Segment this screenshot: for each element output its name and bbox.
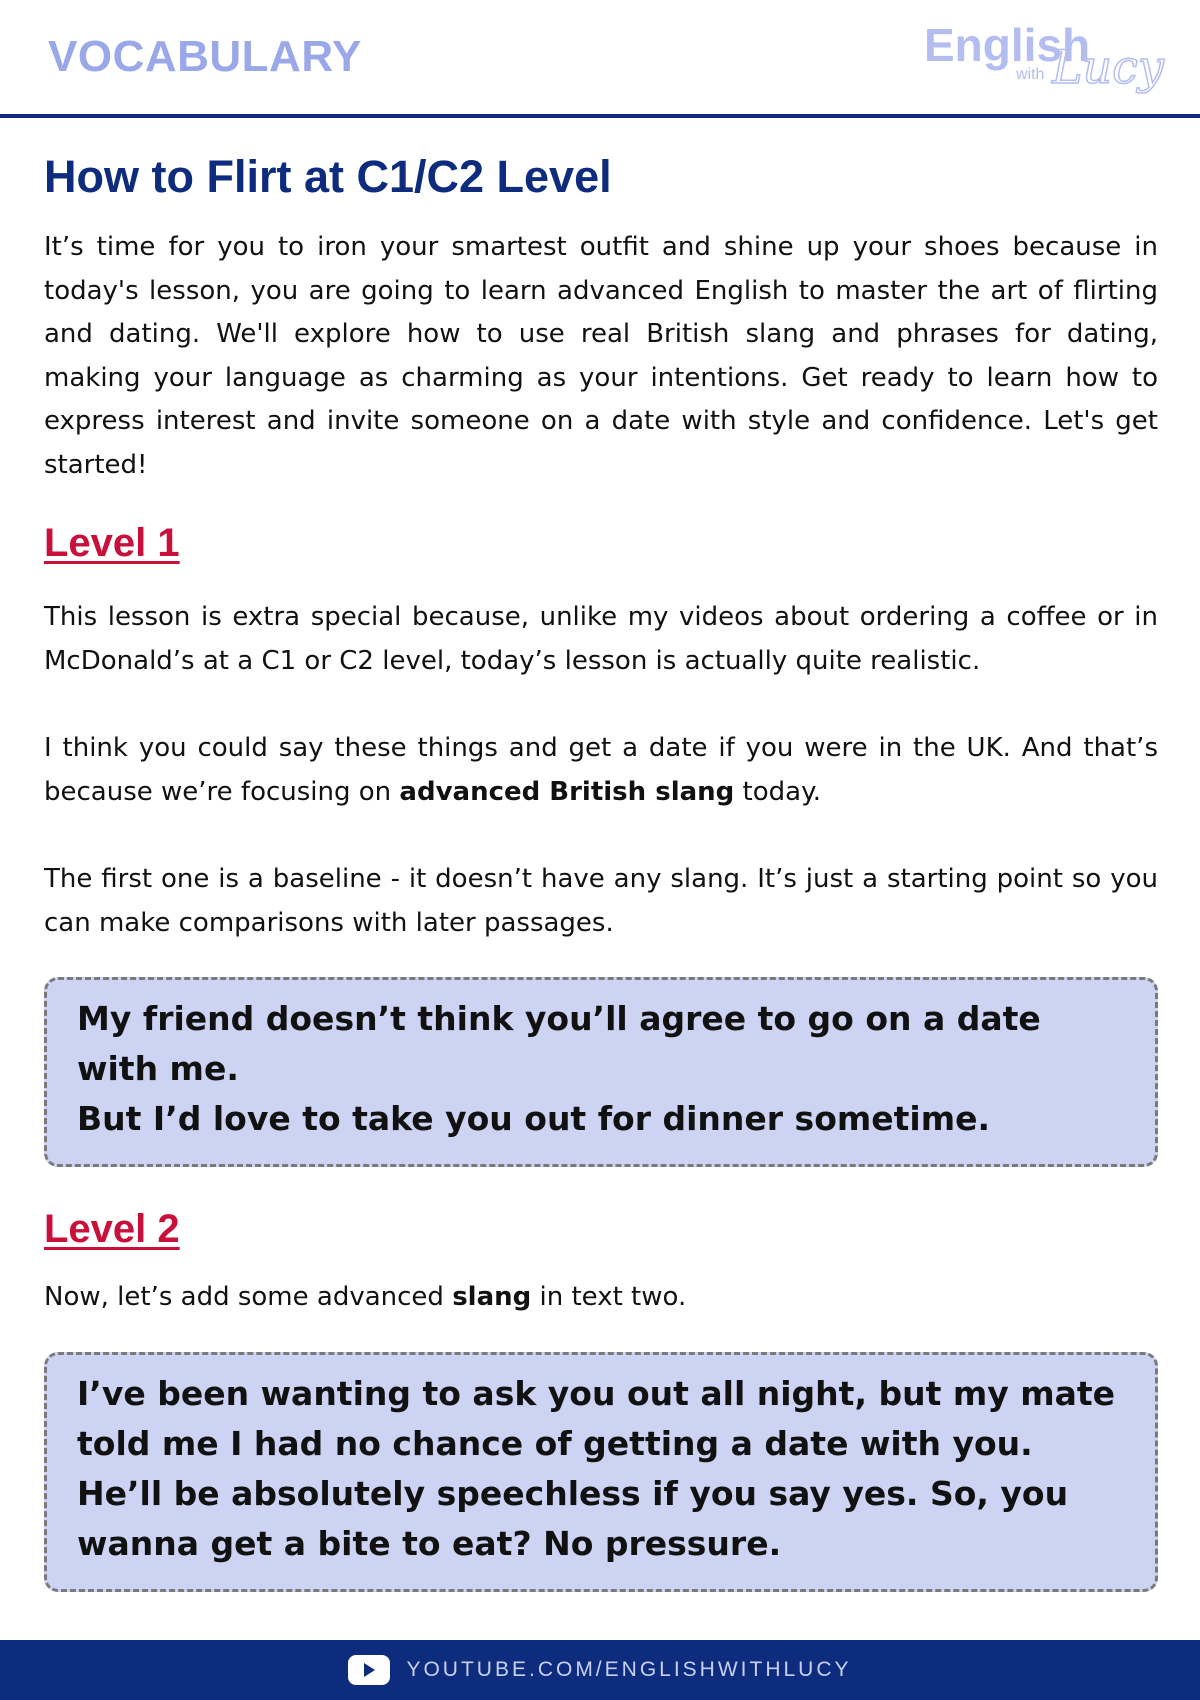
page-footer — [0, 1640, 1200, 1700]
level1-paragraph-3: The first one is a baseline - it doesn’t have any slang. It’s just a starting point so you can make comparisons with later passages. — [44, 864, 1158, 938]
level2-paragraph-1-start: Now, let’s add some advanced — [44, 1282, 453, 1312]
brand-logo-script: Lucy — [1052, 40, 1164, 94]
level2-example-quote: I’ve been wanting to ask you out all night, but my mate told me I had no chance of getting a date with you. He’ll be absolutely speechless if you say yes. So, you wanna get a bite to eat? No pressure. — [44, 1352, 1158, 1592]
lesson-content — [44, 150, 1158, 1592]
level1-quote-line-2: But I’d love to take you out for dinner sometime. — [77, 1099, 991, 1138]
brand-logo-main: English — [924, 19, 1091, 71]
brand-logo-with: with — [1016, 66, 1045, 83]
level2-paragraph-1-bold: slang — [452, 1282, 532, 1312]
intro-paragraph: It’s time for you to iron your smartest outfit and shine up your shoes because in today's lesson, you are going to learn advanced English to master the art of flirting and dating. We'll explore how to use real British slang and phrases for dating, making your language as charming as your intentions. Get ready to learn how to express interest and invite someone on a date with style and confidence. Let's get started! — [44, 232, 1158, 480]
level1-paragraph-2-bold: advanced British slang — [399, 776, 735, 807]
level1-paragraph-2-start: I think you could say these things and get a date if you were in the UK. And that’s because we’re focusing on — [44, 733, 1158, 807]
level1-paragraph-1: This lesson is extra special because, unlike my videos about ordering a coffee or in McDonald’s at a C1 or C2 level, today’s lesson is actually quite realistic. — [44, 602, 1158, 676]
level1-example-quote — [44, 977, 1158, 1167]
section-heading-level-2: Level 2 — [44, 1207, 180, 1251]
level1-paragraph-2-end: today. — [734, 776, 822, 807]
brand-logo — [924, 18, 1164, 104]
youtube-channel-link[interactable]: YOUTUBE.COM/ENGLISHWITHLUCY — [406, 1658, 852, 1681]
section-heading-level-1: Level 1 — [44, 521, 180, 565]
level1-quote-line-1: My friend doesn’t think you’ll agree to go on a date with me. — [77, 999, 1041, 1088]
page-title: How to Flirt at C1/C2 Level — [44, 151, 612, 202]
level1-paragraph-2 — [44, 727, 1158, 814]
level2-paragraph-1 — [44, 1276, 1158, 1320]
level2-paragraph-1-end: in text two. — [531, 1282, 687, 1312]
youtube-icon — [348, 1655, 390, 1685]
category-label: VOCABULARY — [48, 32, 362, 81]
page-header — [0, 0, 1200, 118]
